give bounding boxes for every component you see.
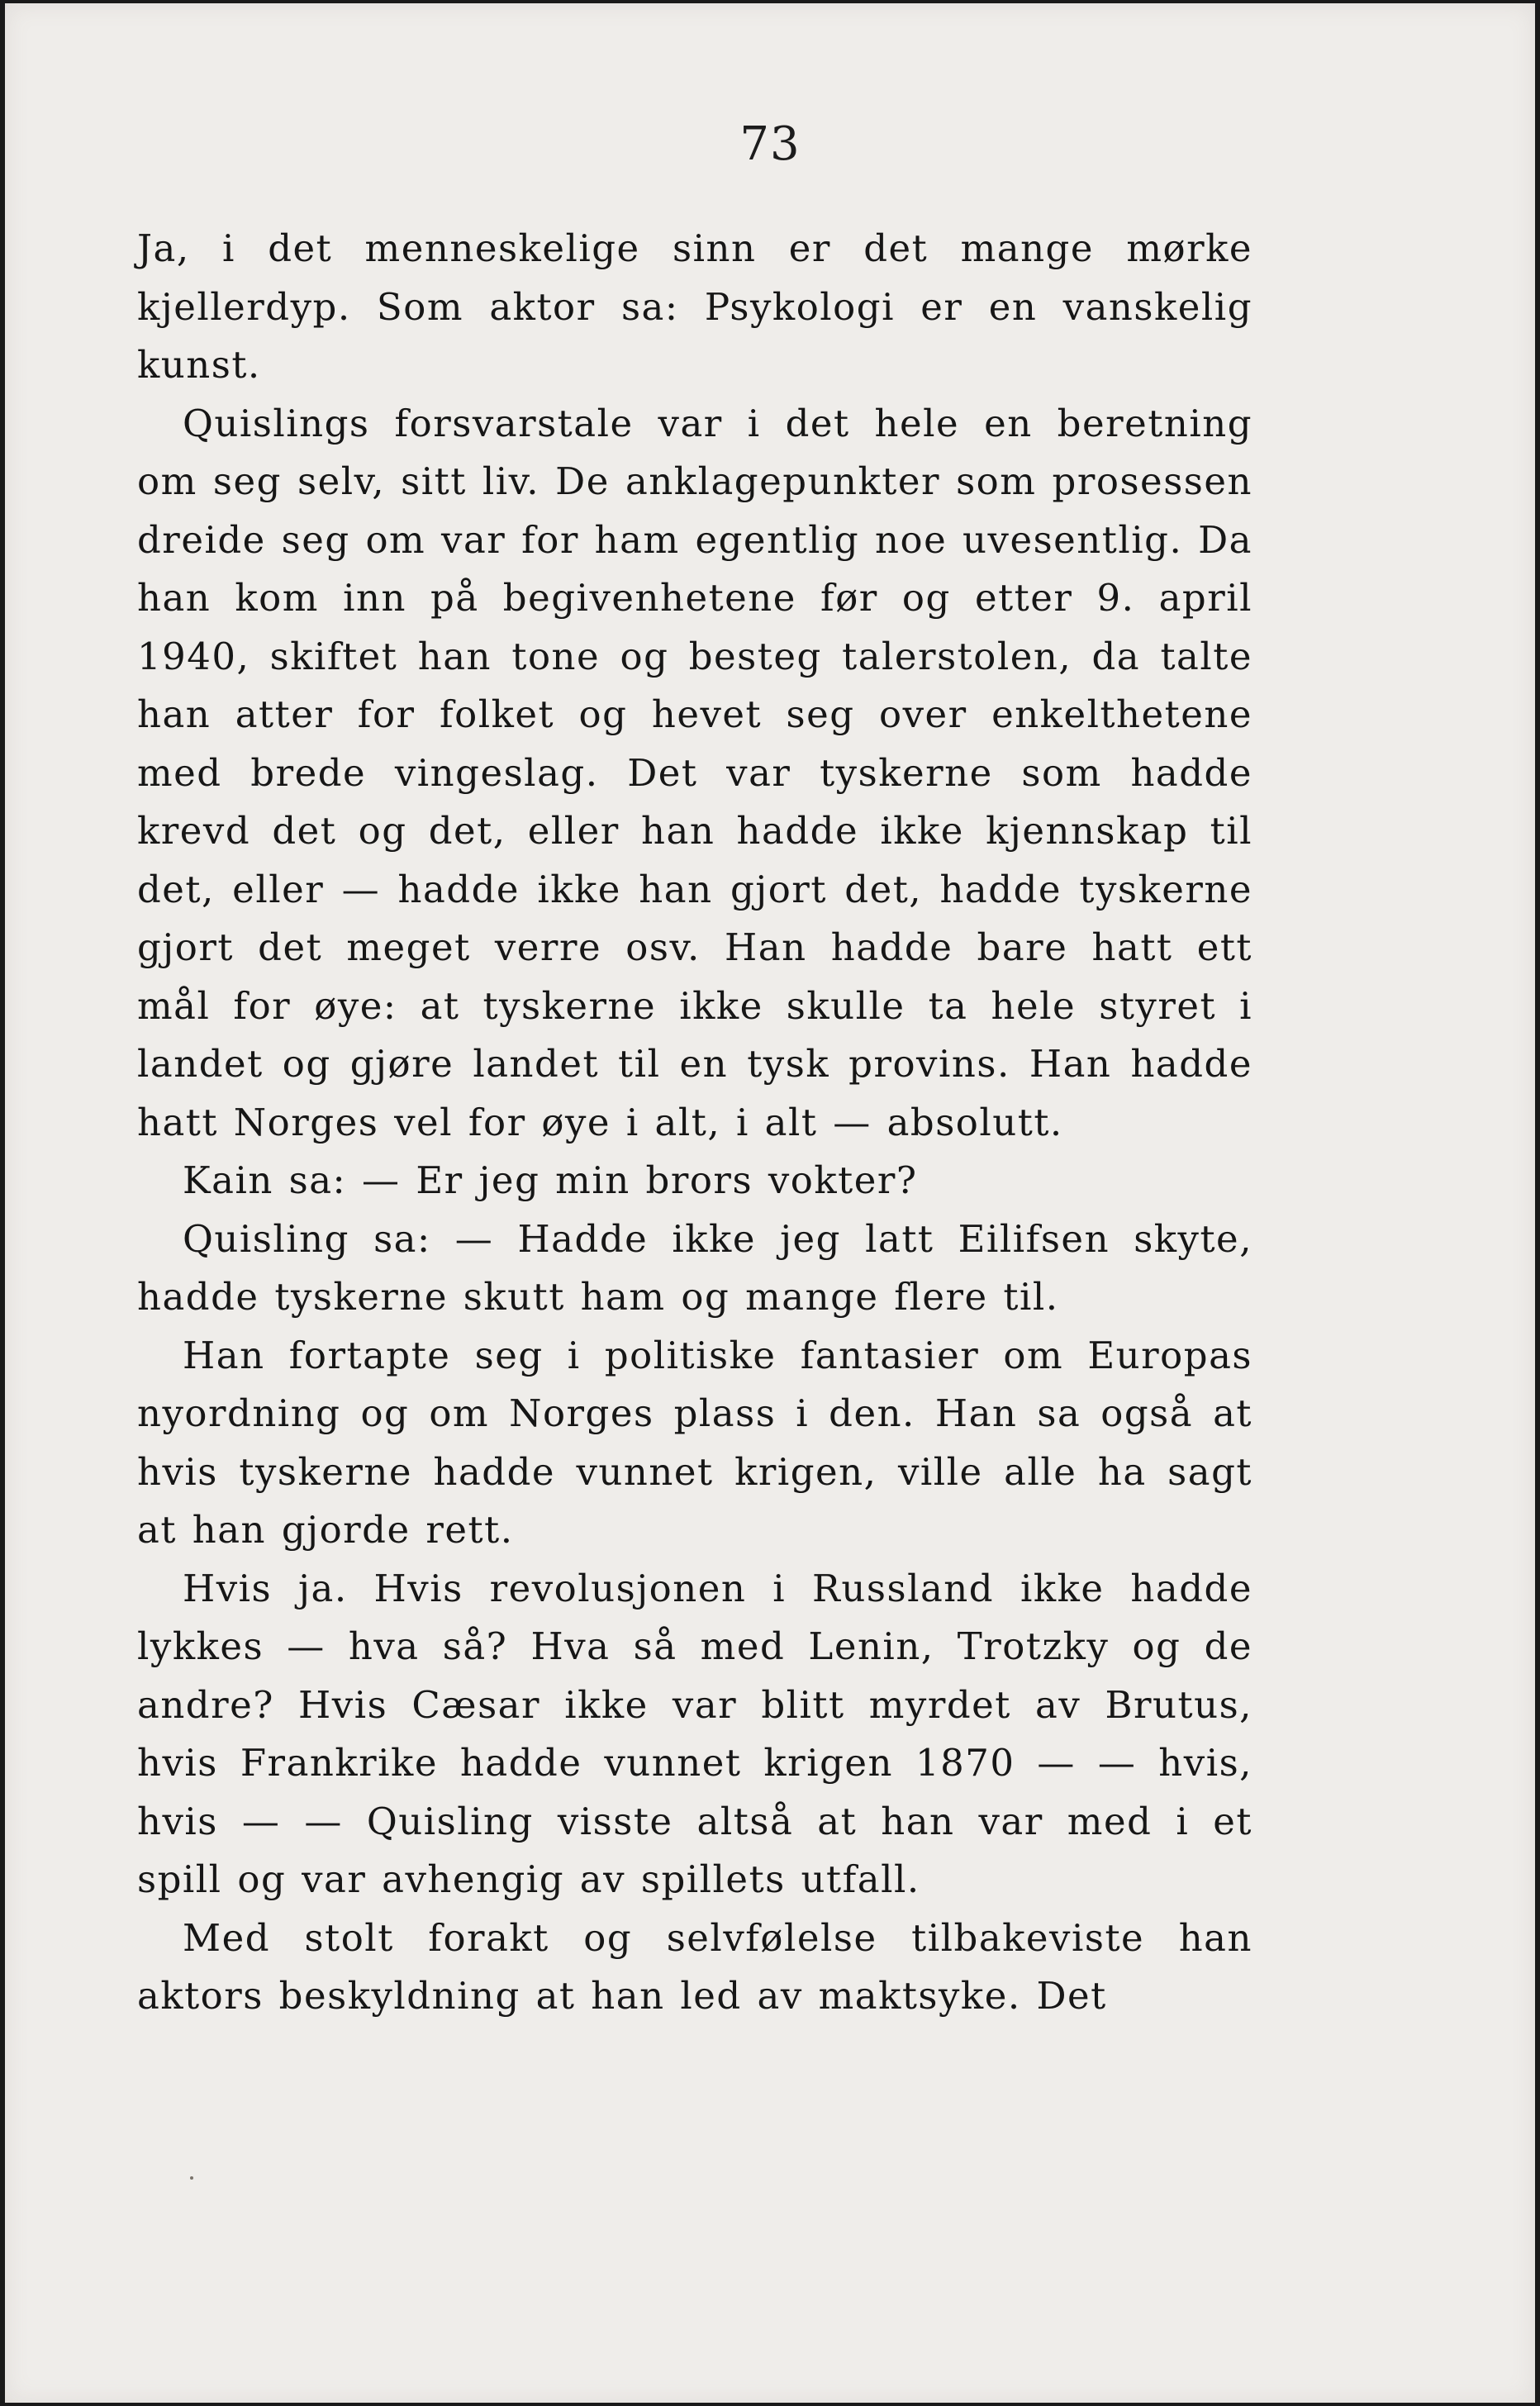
- book-page: [5, 3, 1535, 2403]
- paragraph-3: Kain sa: — Er jeg min brors vokter?: [183, 1158, 918, 1202]
- paragraph-2: Quislings forsvarstale var i det hele en beretning om seg selv, sitt liv. De anklagepunkter som prosessen dreide seg om var for ham egentlig noe uvesentlig. Da han kom inn på begivenhetene før og etter 9. april 1940, skiftet han tone og besteg talerstolen, da talte han atter for folket og hevet seg over enkelthetene med brede vingeslag. Det var tyskerne som hadde krevd det og det, eller han hadde ikke kjennskap til det, eller — hadde ikke han gjort det, hadde tyskerne gjort det meget verre osv. Han hadde bare hatt ett mål for øye: at tyskerne ikke skulle ta hele styret i landet og gjøre landet til en tysk provins. Han hadde hatt Norges vel for øye i alt, i alt — absolutt.: [137, 401, 1252, 1144]
- paper-speck: [190, 2176, 193, 2180]
- page-number: 73: [739, 117, 801, 171]
- paragraph-7: Med stolt forakt og selvfølelse tilbakeviste han aktors beskyldning at han led av maktsyke. Det: [137, 1915, 1252, 2018]
- paragraph-1: Ja, i det menneskelige sinn er det mange mørke kjellerdyp. Som aktor sa: Psykologi er en vanskelig kunst.: [137, 226, 1252, 387]
- paragraph-5: Han fortapte seg i politiske fantasier om Europas nyordning og om Norges plass i den. Han sa også at hvis tyskerne hadde vunnet krigen, ville alle ha sagt at han gjorde rett.: [137, 1333, 1252, 1552]
- paragraph-4: Quisling sa: — Hadde ikke jeg latt Eilifsen skyte, hadde tyskerne skutt ham og mange flere til.: [137, 1216, 1252, 1319]
- body-text: [137, 220, 1252, 2026]
- paragraph-6: Hvis ja. Hvis revolusjonen i Russland ikke hadde lykkes — hva så? Hva så med Lenin, Trotzky og de andre? Hvis Cæsar ikke var blitt myrdet av Brutus, hvis Frankrike hadde vunnet krigen 1870 — — hvis, hvis — — Quisling visste altså at han var med i et spill og var avhengig av spillets utfall.: [137, 1566, 1252, 1901]
